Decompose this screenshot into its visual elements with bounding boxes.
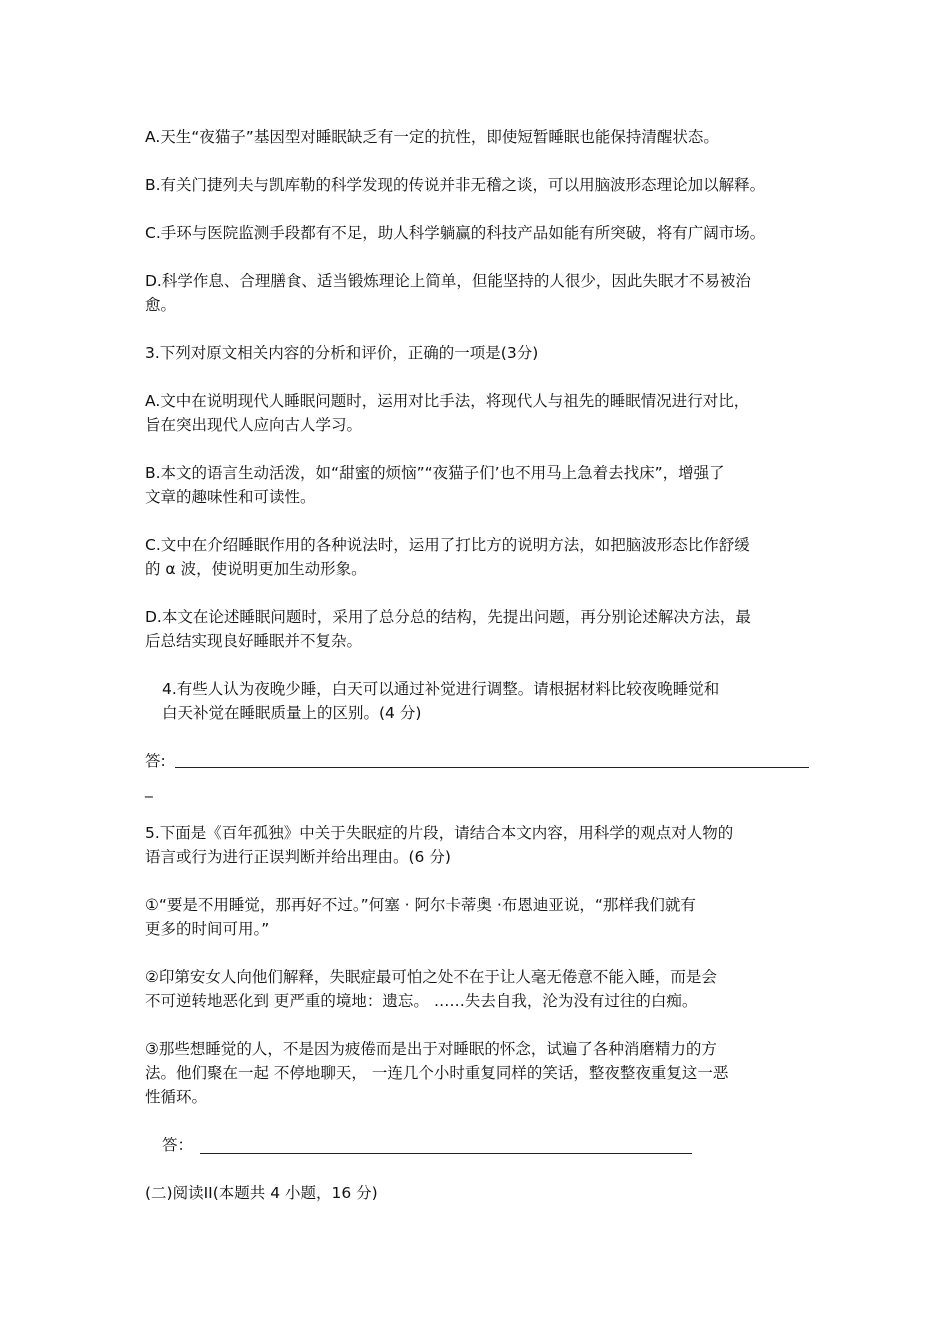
q3-option-c-line2: 的 α 波，使说明更加生动形象。 (145, 560, 367, 578)
q3-option-a-line1: A.文中在说明现代人睡眠问题时，运用对比手法，将现代人与祖先的睡眠情况进行对比， (145, 392, 750, 410)
q5-passage2-line1: ②印第安女人向他们解释，失眠症最可怕之处不在于让人毫无倦意不能入睡，而是会 (145, 968, 717, 986)
q2-option-c: C.手环与医院监测手段都有不足，助人科学躺赢的科技产品如能有所突破，将有广阔市场。 (145, 224, 766, 242)
q5-stem-line1: 5.下面是《百年孤独》中关于失眠症的片段，请结合本文内容，用科学的观点对人物的 (145, 824, 734, 842)
q5-passage3-line1: ③那些想睡觉的人，不是因为疲倦而是出于对睡眠的怀念，试遍了各种消磨精力的方 (145, 1040, 717, 1058)
q5-passage3-line2: 法。他们聚在一起 不停地聊天， 一连几个小时重复同样的笑话，整夜整夜重复这一恶 (145, 1064, 729, 1082)
q3-option-c-line1: C.文中在介绍睡眠作用的各种说法时，运用了打比方的说明方法，如把脑波形态比作舒缓 (145, 536, 750, 554)
q5-stem-line2: 语言或行为进行正误判断并给出理由。(6 分) (145, 848, 451, 866)
q5-passage2-line2: 不可逆转地恶化到 更严重的境地：遗忘。 ……失去自我，沦为没有过往的白痴。 (145, 992, 698, 1010)
q4-answer-line-tail: _ (145, 780, 153, 798)
q2-option-d-line1: D.科学作息、合理膳食、适当锻炼理论上简单，但能坚持的人很少，因此失眠才不易被治 (145, 272, 751, 290)
q2-option-d-line2: 愈。 (145, 296, 177, 314)
q4-stem-line1: 4.有些人认为夜晚少睡，白天可以通过补觉进行调整。请根据材料比较夜晚睡觉和 (162, 680, 720, 698)
q3-option-d-line1: D.本文在论述睡眠问题时，采用了总分总的结构，先提出问题，再分别论述解决方法，最 (145, 608, 751, 626)
q2-option-a: A.天生“夜猫子”基因型对睡眠缺乏有一定的抗性，即使短暂睡眠也能保持清醒状态。 (145, 128, 719, 146)
q3-stem: 3.下列对原文相关内容的分析和评价，正确的一项是(3分) (145, 344, 539, 362)
q5-passage1-line1: ①“要是不用睡觉，那再好不过。”何塞 · 阿尔卡蒂奥 ·布恩迪亚说，“那样我们就有 (145, 896, 696, 914)
q3-option-b-line1: B.本文的语言生动活泼，如“甜蜜的烦恼”“夜猫子们’也不用马上急着去找床”，增强了 (145, 464, 725, 482)
q3-option-b-line2: 文章的趣味性和可读性。 (145, 488, 316, 506)
q4-stem-line2: 白天补觉在睡眠质量上的区别。(4 分) (162, 704, 422, 722)
q5-answer-line[interactable] (200, 1153, 692, 1154)
q5-passage1-line2: 更多的时间可用。” (145, 920, 270, 938)
q5-answer-label: 答： (162, 1136, 194, 1154)
section2-heading: (二)阅读II(本题共 4 小题，16 分) (145, 1184, 378, 1202)
q4-answer-line[interactable] (175, 767, 809, 768)
q5-passage3-line3: 性循环。 (145, 1088, 208, 1106)
q3-option-a-line2: 旨在突出现代人应向古人学习。 (145, 416, 363, 434)
q2-option-b: B.有关门捷列夫与凯库勒的科学发现的传说并非无稽之谈，可以用脑波形态理论加以解释。 (145, 176, 766, 194)
q4-answer-label: 答: (145, 752, 166, 770)
q3-option-d-line2: 后总结实现良好睡眠并不复杂。 (145, 632, 363, 650)
